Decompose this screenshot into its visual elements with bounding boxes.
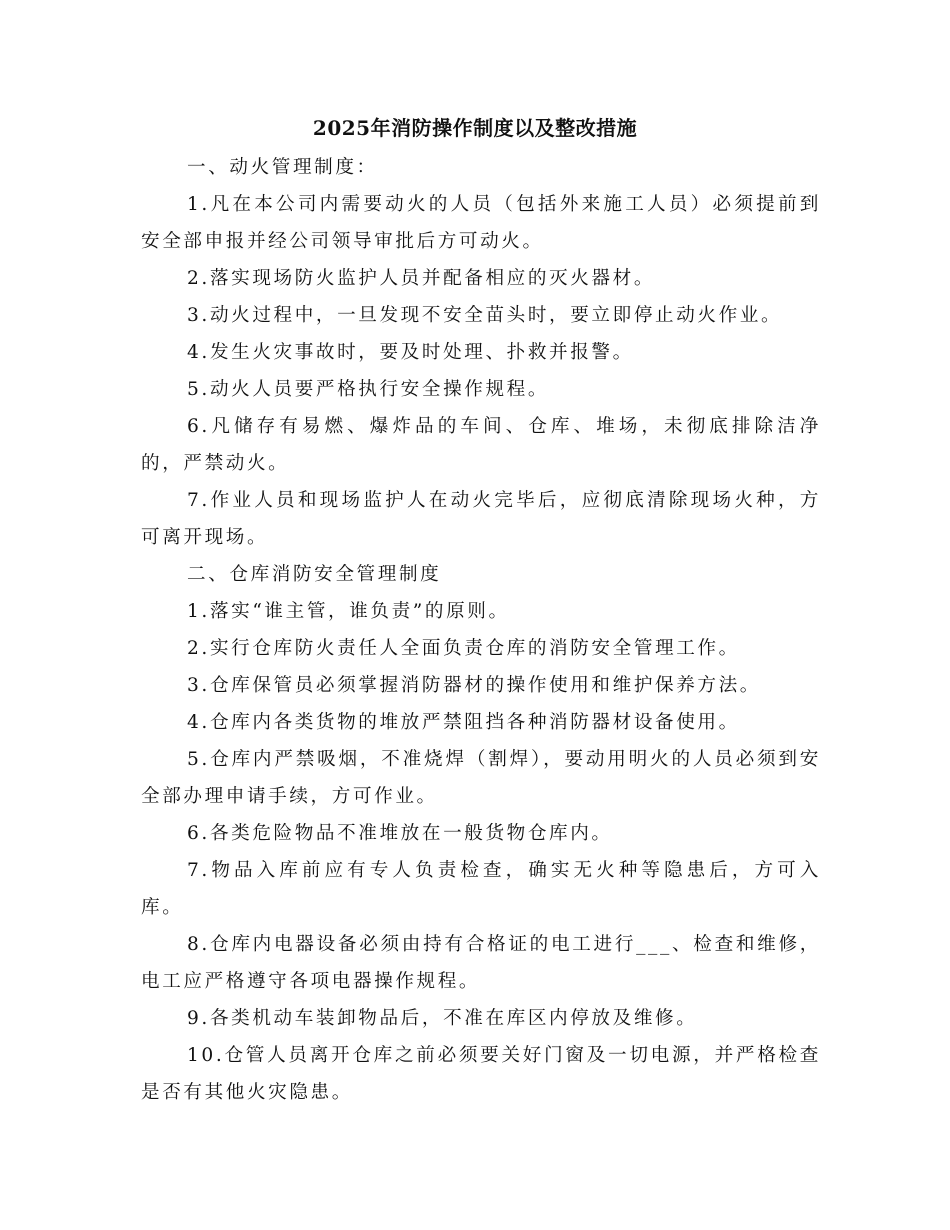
paragraph: 5.动火人员要严格执行安全操作规程。 [187,379,550,400]
paragraph: 7.作业人员和现场监护人在动火完毕后，应彻底清除现场火种，方可离开现场。 [141,490,821,548]
paragraph: 6.各类危险物品不准堆放在一般货物仓库内。 [187,823,613,844]
paragraph: 1.落实“谁主管，谁负责”的原则。 [187,601,510,622]
paragraph: 3.动火过程中，一旦发现不安全苗头时，要立即停止动火作业。 [187,305,783,326]
paragraph: 10.仓管人员离开仓库之前必须要关好门窗及一切电源，并严格检查是否有其他火灾隐患。 [141,1045,821,1103]
paragraph: 6.凡储存有易燃、爆炸品的车间、仓库、堆场，未彻底排除洁净的，严禁动火。 [141,416,821,474]
paragraph: 8.仓库内电器设备必须由持有合格证的电工进行___、检查和维修，电工应严格遵守各项电器操作规程。 [141,934,821,992]
document-body [141,149,821,1111]
section-heading: 一、动火管理制度： [187,157,378,178]
paragraph: 5.仓库内严禁吸烟，不准烧焊（割焊），要动用明火的人员必须到安全部办理申请手续，方可作业。 [141,749,821,807]
paragraph: 4.仓库内各类货物的堆放严禁阻挡各种消防器材设备使用。 [187,712,740,733]
paragraph: 3.仓库保管员必须掌握消防器材的操作使用和维护保养方法。 [187,675,761,696]
paragraph: 9.各类机动车装卸物品后，不准在库区内停放及维修。 [187,1008,698,1029]
section-heading: 二、仓库消防安全管理制度 [187,564,442,585]
document-title: 2025年消防操作制度以及整改措施 [312,116,638,140]
paragraph: 1.凡在本公司内需要动火的人员（包括外来施工人员）必须提前到安全部申报并经公司领导审批后方可动火。 [141,194,821,252]
paragraph: 2.落实现场防火监护人员并配备相应的灭火器材。 [187,268,656,289]
paragraph: 4.发生火灾事故时，要及时处理、扑救并报警。 [187,342,634,363]
paragraph: 7.物品入库前应有专人负责检查，确实无火种等隐患后，方可入库。 [141,860,821,918]
paragraph: 2.实行仓库防火责任人全面负责仓库的消防安全管理工作。 [187,638,740,659]
